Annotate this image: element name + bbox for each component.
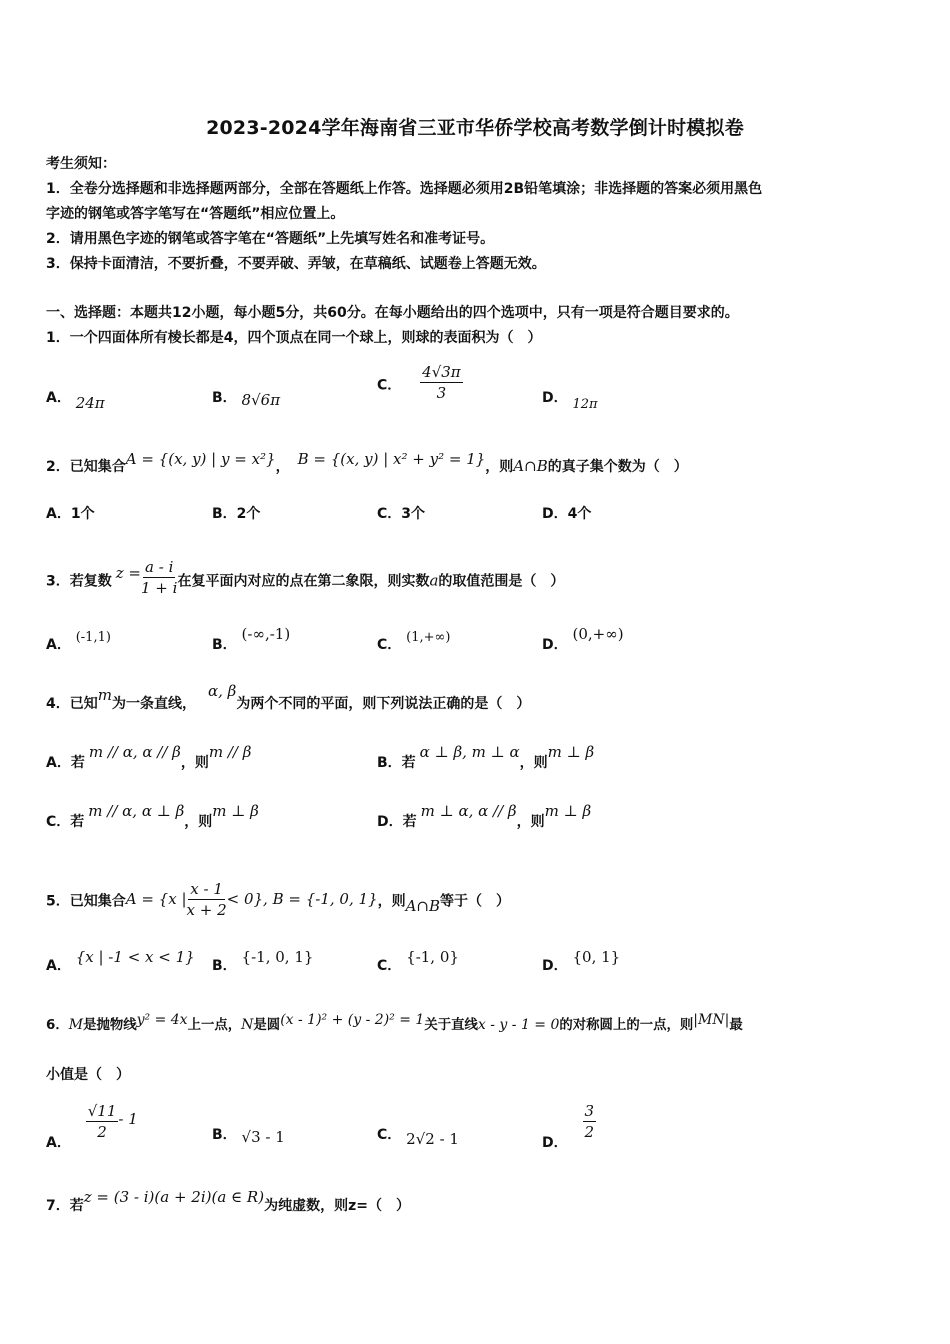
q5-value-c: {-1, 0} — [406, 948, 459, 966]
q5-option-c[interactable] — [377, 948, 459, 975]
q1-stem: 1．一个四面体所有棱长都是4，四个顶点在同一个球上，则球的表面积为（ ） — [46, 330, 542, 346]
q3-option-c[interactable] — [377, 630, 451, 654]
q3-label-c: C． — [377, 637, 402, 653]
q2-post: ，则 — [485, 459, 514, 475]
q1-label-b: B． — [212, 390, 237, 406]
q3-value-a: (-1,1) — [75, 630, 111, 645]
q3-pre: 3．若复数 — [46, 573, 112, 590]
q5-numerator: x - 1 — [190, 880, 223, 898]
q4-d-result: m ⊥ β — [544, 802, 592, 820]
q1-value-c — [420, 363, 463, 402]
q6-t5: 的对称圆上的一点，则 — [559, 1018, 694, 1033]
q1-option-d[interactable] — [542, 387, 598, 412]
q4-c-result: m ⊥ β — [212, 802, 259, 820]
q6-option-a[interactable] — [46, 1102, 138, 1151]
q6-d-numerator: 3 — [584, 1102, 595, 1120]
q6-option-b[interactable] — [212, 1124, 285, 1144]
q5-post: ，则 — [377, 893, 406, 910]
q6-value-b: √3 - 1 — [241, 1128, 285, 1146]
q6-parabola: y² = 4x — [136, 1012, 188, 1028]
q4-mid: 为一条直线， — [111, 696, 196, 712]
q5-set-a-pre: A = {x | — [125, 889, 187, 908]
q2-option-c[interactable]: C．3个 — [377, 506, 426, 522]
q6-point-n: N — [241, 1017, 254, 1033]
q6-t3: 是圆 — [253, 1018, 281, 1033]
q4-label-c: C．若 — [46, 814, 85, 830]
q5-stem — [46, 882, 510, 921]
q7-stem — [46, 1188, 410, 1215]
q6-option-c[interactable] — [377, 1124, 459, 1148]
q4-pre: 4．已知 — [46, 696, 98, 712]
q5-label-d: D． — [542, 958, 568, 974]
q4-option-d[interactable] — [377, 802, 592, 831]
q6-t6: 最 — [729, 1018, 743, 1033]
notice-item-3: 3．保持卡面清洁，不要折叠，不要弄破、弄皱，在草稿纸、试题卷上答题无效。 — [46, 256, 546, 272]
q2-option-a[interactable]: A．1个 — [46, 506, 95, 522]
q3-option-b[interactable] — [212, 625, 291, 654]
q4-c-cond: m // α, α ⊥ β — [88, 802, 185, 820]
q3-label-a: A． — [46, 637, 71, 653]
q4-b-cond: α ⊥ β, m ⊥ α — [419, 743, 520, 761]
q6-t4: 关于直线 — [424, 1018, 478, 1033]
q2-mid: ， — [275, 459, 290, 475]
q6-a-fraction — [86, 1102, 119, 1141]
q4-d-cond: m ⊥ α, α // β — [420, 802, 517, 820]
q2-set-a: A = {(x, y) | y = x²} — [125, 450, 276, 468]
q3-label-b: B． — [212, 637, 237, 653]
q4-planes: α, β — [207, 682, 237, 700]
q6-distance: |MN| — [693, 1012, 730, 1028]
q2-stem — [46, 450, 688, 476]
q3-value-b: (-∞,-1) — [241, 625, 291, 643]
q1-value-a: 24π — [75, 394, 105, 412]
q2-post2: 的真子集个数为（ ） — [547, 459, 688, 475]
q3-option-d[interactable] — [542, 625, 624, 654]
q4-d-then: ，则 — [516, 814, 545, 830]
q5-label-a: A． — [46, 958, 71, 974]
q6-a-tail: - 1 — [118, 1109, 138, 1128]
q7-post: 为纯虚数，则z=（ ） — [264, 1198, 410, 1214]
q5-value-d: {0, 1} — [572, 948, 621, 966]
q6-d-denominator: 2 — [584, 1123, 595, 1141]
q7-expr: z = (3 - i)(a + 2i)(a ∈ R) — [83, 1188, 265, 1206]
q4-stem — [46, 682, 531, 713]
q6-stem — [46, 1014, 743, 1033]
q6-label-b: B． — [212, 1127, 237, 1143]
q1-label-c: C． — [377, 377, 402, 394]
q4-a-cond: m // α, α // β — [88, 743, 181, 761]
q5-value-b: {-1, 0, 1} — [241, 948, 314, 966]
q6-label-d: D． — [542, 1134, 568, 1151]
q2-set-b: B = {(x, y) | x² + y² = 1} — [297, 450, 486, 468]
q4-b-then: ，则 — [519, 755, 548, 771]
q1-label-d: D． — [542, 390, 568, 406]
q5-pre: 5．已知集合 — [46, 893, 126, 910]
q6-point-m: M — [68, 1017, 84, 1033]
q4-label-b: B．若 — [377, 755, 416, 771]
q3-z: z = — [115, 563, 141, 582]
q3-value-d: (0,+∞) — [572, 625, 624, 643]
q5-post2: 等于（ ） — [440, 893, 511, 910]
q5-set-a-post: < 0}, B = {-1, 0, 1} — [226, 889, 378, 908]
q3-label-d: D． — [542, 637, 568, 653]
q5-label-b: B． — [212, 958, 237, 974]
q7-pre: 7．若 — [46, 1198, 84, 1214]
q4-m: m — [97, 686, 112, 704]
q5-option-d[interactable] — [542, 948, 621, 975]
q3-post2: 的取值范围是（ ） — [438, 573, 565, 590]
q6-d-fraction — [583, 1102, 597, 1141]
q6-t1: 是抛物线 — [83, 1018, 137, 1033]
notice-item-1-cont: 字迹的钢笔或答字笔写在“答题纸”相应位置上。 — [46, 206, 345, 222]
q3-stem — [46, 558, 565, 601]
q1-value-d: 12π — [572, 397, 598, 412]
q3-numerator: a - i — [145, 558, 174, 576]
q6-circle: (x - 1)² + (y - 2)² = 1 — [280, 1012, 425, 1028]
q6-a-numerator: √11 — [87, 1102, 117, 1120]
q1-label-a: A． — [46, 390, 71, 406]
q3-var: a — [429, 571, 439, 590]
q6-a-denominator: 2 — [97, 1123, 107, 1141]
q1-option-a[interactable] — [46, 387, 105, 412]
q6-label-a: A． — [46, 1134, 71, 1151]
q3-fraction — [141, 558, 177, 597]
q2-option-d[interactable]: D．4个 — [542, 506, 592, 522]
q4-a-then: ，则 — [180, 755, 209, 771]
q5-label-c: C． — [377, 958, 402, 974]
q6-stem-cont: 小值是（ ） — [46, 1067, 130, 1083]
q1-c-numerator: 4√3π — [422, 363, 461, 381]
q4-b-result: m ⊥ β — [547, 743, 595, 761]
q4-a-result: m // β — [208, 743, 252, 761]
q6-t2: 上一点， — [187, 1018, 242, 1033]
q3-post: 在复平面内对应的点在第二象限，则实数 — [177, 573, 430, 590]
section-heading: 一、选择题：本题共12小题，每小题5分，共60分。在每小题给出的四个选项中，只有一项是符合题目要求的。 — [46, 305, 739, 321]
q3-value-c: (1,+∞) — [406, 630, 451, 645]
q1-value-b: 8√6π — [241, 391, 281, 409]
q5-denominator: x + 2 — [186, 901, 227, 919]
q5-option-b[interactable] — [212, 948, 314, 975]
q3-option-a[interactable] — [46, 630, 111, 654]
q6-pre: 6． — [46, 1018, 69, 1033]
q4-post: 为两个不同的平面，则下列说法正确的是（ ） — [236, 696, 531, 712]
q1-option-b[interactable] — [212, 387, 280, 407]
q2-option-b[interactable]: B．2个 — [212, 506, 261, 522]
q1-option-c[interactable] — [377, 363, 463, 405]
q5-option-a[interactable] — [46, 948, 195, 975]
q5-expr: A∩B — [405, 896, 441, 915]
q6-option-d[interactable] — [542, 1102, 596, 1151]
q4-option-b[interactable] — [377, 743, 595, 772]
q2-pre: 2．已知集合 — [46, 459, 126, 475]
notice-item-1: 1．全卷分选择题和非选择题两部分，全部在答题纸上作答。选择题必须用2B铅笔填涂；非选择题的答案必须用黑色 — [46, 181, 763, 197]
q6-line: x - y - 1 = 0 — [477, 1017, 560, 1033]
q2-expr: A∩B — [513, 457, 548, 475]
q6-value-c: 2√2 - 1 — [406, 1130, 459, 1148]
q3-denominator: 1 + i — [141, 579, 178, 597]
q4-label-a: A．若 — [46, 755, 85, 771]
q4-c-then: ，则 — [184, 814, 213, 830]
q1-c-denominator: 3 — [436, 384, 447, 402]
page-title: 2023-2024学年海南省三亚市华侨学校高考数学倒计时模拟卷 — [206, 117, 744, 139]
q6-label-c: C． — [377, 1127, 402, 1143]
notice-heading: 考生须知： — [46, 156, 116, 172]
q4-option-a[interactable] — [46, 743, 252, 772]
notice-item-2: 2．请用黑色字迹的钢笔或答字笔在“答题纸”上先填写姓名和准考证号。 — [46, 231, 495, 247]
q4-option-c[interactable] — [46, 802, 259, 831]
q4-label-d: D．若 — [377, 814, 417, 830]
q5-value-a: {x | -1 < x < 1} — [75, 948, 195, 966]
q5-fraction — [187, 880, 227, 919]
